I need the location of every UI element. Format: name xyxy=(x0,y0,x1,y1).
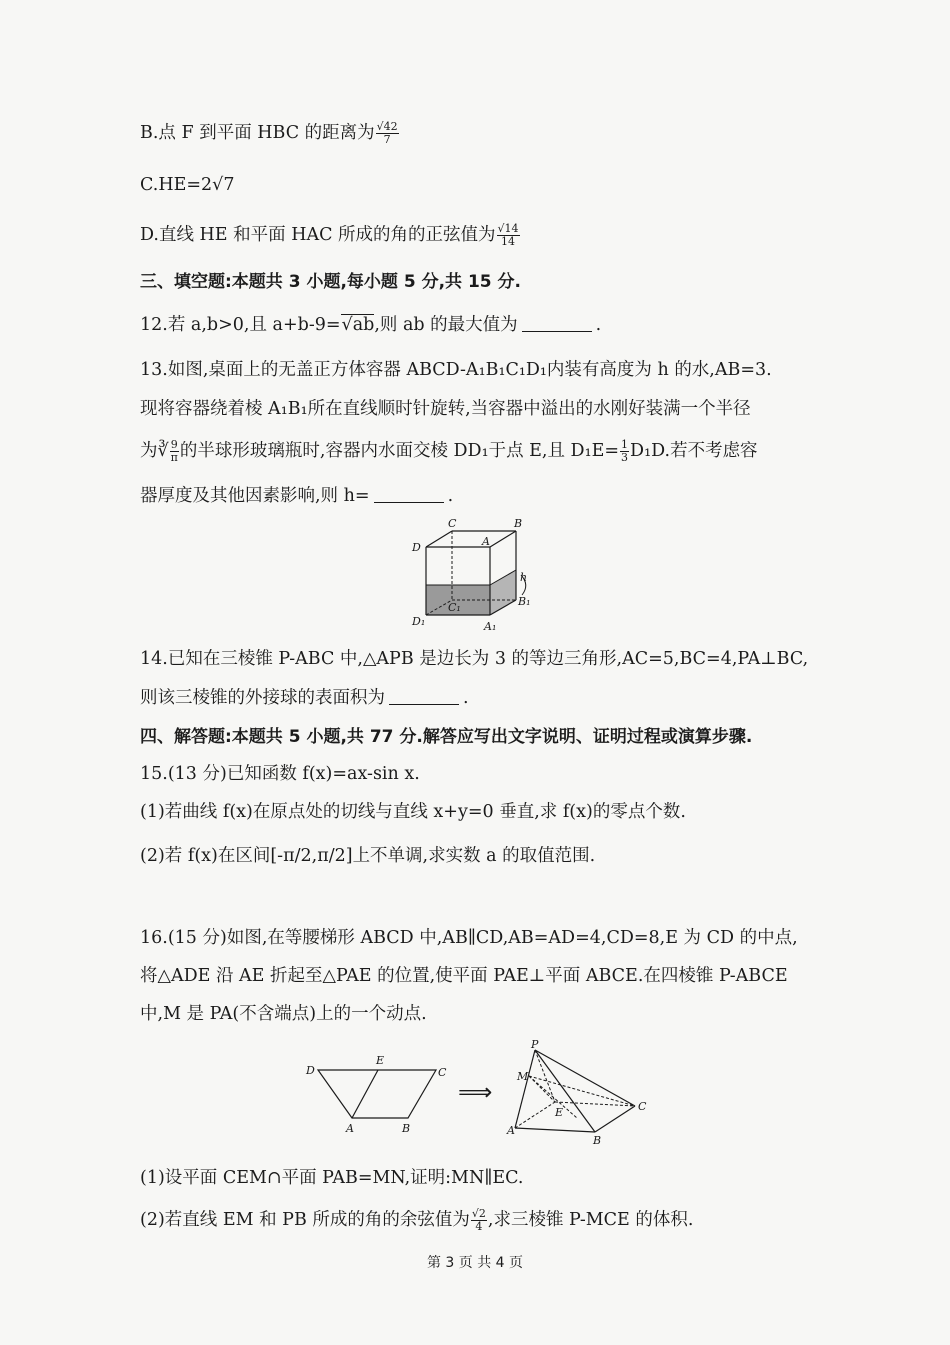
answer-blank-13[interactable] xyxy=(374,484,444,503)
question-13-line-3: 为∛ $\frac{9}{\pi}$ 的半球形玻璃瓶时,容器内水面交棱 DD₁于点 E,且 D₁E= $\frac{1}{3}$ D₁D.若不考虑容 xyxy=(140,438,758,464)
question-12: 12.若 a,b>0,且 a+b-9=√ab,则 ab 的最大值为 . xyxy=(140,315,602,335)
question-13-line-2: 现将容器绕着棱 A₁B₁所在直线顺时针旋转,当容器中溢出的水刚好装满一个半径 xyxy=(140,399,751,419)
label-b1: B₁ xyxy=(518,595,531,608)
edge-d-c xyxy=(426,531,452,547)
trap-label-d: D xyxy=(306,1064,315,1077)
label-a: A xyxy=(482,535,490,548)
question-14-line-1: 14.已知在三棱锥 P-ABC 中,△APB 是边长为 3 的等边三角形,AC=5,BC=4,PA⊥BC, xyxy=(140,649,809,669)
edge-p-a xyxy=(515,1050,535,1128)
question-16-line-2: 将△ADE 沿 AE 折起至△PAE 的位置,使平面 PAE⊥平面 ABCE.在四棱锥 P-ABCE xyxy=(140,966,788,986)
label-c1: C₁ xyxy=(448,601,461,614)
answer-blank-12[interactable] xyxy=(522,313,592,332)
option-b-fraction: $\frac{√42}{7}$ xyxy=(376,120,398,146)
cosine-fraction: $\frac{√2}{4}$ xyxy=(471,1207,486,1233)
hidden-edge-p-e xyxy=(535,1050,555,1102)
edge-a-b-pyr xyxy=(515,1128,595,1132)
pyr-label-e: E xyxy=(555,1106,564,1119)
label-a1: A₁ xyxy=(484,620,497,633)
one-third-fraction: $\frac{1}{3}$ xyxy=(621,438,629,464)
question-15-part-2: (2)若 f(x)在区间[-π/2,π/2]上不单调,求实数 a 的取值范围. xyxy=(140,846,596,866)
question-16-line-3: 中,M 是 PA(不含端点)上的一个动点. xyxy=(140,1004,427,1024)
answer-blank-14[interactable] xyxy=(389,686,459,705)
question-13-line-1: 13.如图,桌面上的无盖正方体容器 ABCD-A₁B₁C₁D₁内装有高度为 h 的水,AB=3. xyxy=(140,360,772,380)
trap-label-a: A xyxy=(346,1122,354,1135)
pyr-label-m: M xyxy=(517,1070,529,1083)
segment-ae xyxy=(352,1070,378,1118)
pyr-label-b: B xyxy=(593,1134,602,1147)
option-d: D.直线 HE 和平面 HAC 所成的角的正弦值为 $\frac{√14}{14}$ xyxy=(140,222,519,248)
label-c: C xyxy=(448,517,457,530)
edge-b-c-pyr xyxy=(595,1106,635,1132)
pyramid-diagram xyxy=(505,1040,665,1150)
option-b: B.点 F 到平面 HBC 的距离为 $\frac{√42}{7}$ xyxy=(140,120,398,146)
edge-a-b xyxy=(490,531,516,547)
sqrt-ab: √ab xyxy=(341,315,375,335)
trapezoid-diagram xyxy=(300,1050,460,1140)
pyr-label-p: P xyxy=(531,1040,539,1051)
section-4-heading: 四、解答题:本题共 5 小题,共 77 分.解答应写出文字说明、证明过程或演算步骤. xyxy=(140,727,753,747)
trapezoid-abcd xyxy=(318,1070,436,1118)
question-15-part-1: (1)若曲线 f(x)在原点处的切线与直线 x+y=0 垂直,求 f(x)的零点个数. xyxy=(140,802,686,822)
cube-diagram xyxy=(400,515,550,635)
label-d1: D₁ xyxy=(412,615,426,628)
option-c: C.HE=2√7 xyxy=(140,175,235,195)
label-b: B xyxy=(514,517,523,530)
cube-root-fraction: $\frac{9}{\pi}$ xyxy=(170,438,178,464)
trap-label-b: B xyxy=(402,1122,411,1135)
section-3-heading: 三、填空题:本题共 3 小题,每小题 5 分,共 15 分. xyxy=(140,272,521,292)
question-16-part-2: (2)若直线 EM 和 PB 所成的角的余弦值为 $\frac{√2}{4}$ ,求三棱锥 P-MCE 的体积. xyxy=(140,1207,694,1233)
hidden-edge-m-c xyxy=(529,1076,635,1106)
water-side-face xyxy=(490,570,516,615)
question-16-part-1: (1)设平面 CEM∩平面 PAB=MN,证明:MN∥EC. xyxy=(140,1168,524,1188)
trap-label-c: C xyxy=(438,1066,447,1079)
fold-arrow-icon: ⟹ xyxy=(458,1078,493,1106)
question-15-line-1: 15.(13 分)已知函数 f(x)=ax-sin x. xyxy=(140,764,420,784)
trap-label-e: E xyxy=(376,1054,385,1067)
pyr-label-a: A xyxy=(507,1124,515,1137)
question-14-line-2: 则该三棱锥的外接球的表面积为 . xyxy=(140,688,469,708)
option-d-fraction: $\frac{√14}{14}$ xyxy=(497,222,519,248)
interval: [-π/2,π/2] xyxy=(270,846,353,866)
label-h: h xyxy=(520,571,528,584)
label-d: D xyxy=(412,541,421,554)
question-13-line-4: 器厚度及其他因素影响,则 h= . xyxy=(140,486,454,506)
question-16-line-1: 16.(15 分)如图,在等腰梯形 ABCD 中,AB∥CD,AB=AD=4,CD=8,E 为 CD 的中点, xyxy=(140,928,798,948)
pyr-label-c: C xyxy=(638,1100,647,1113)
page-footer: 第 3 页 共 4 页 xyxy=(426,1255,524,1271)
